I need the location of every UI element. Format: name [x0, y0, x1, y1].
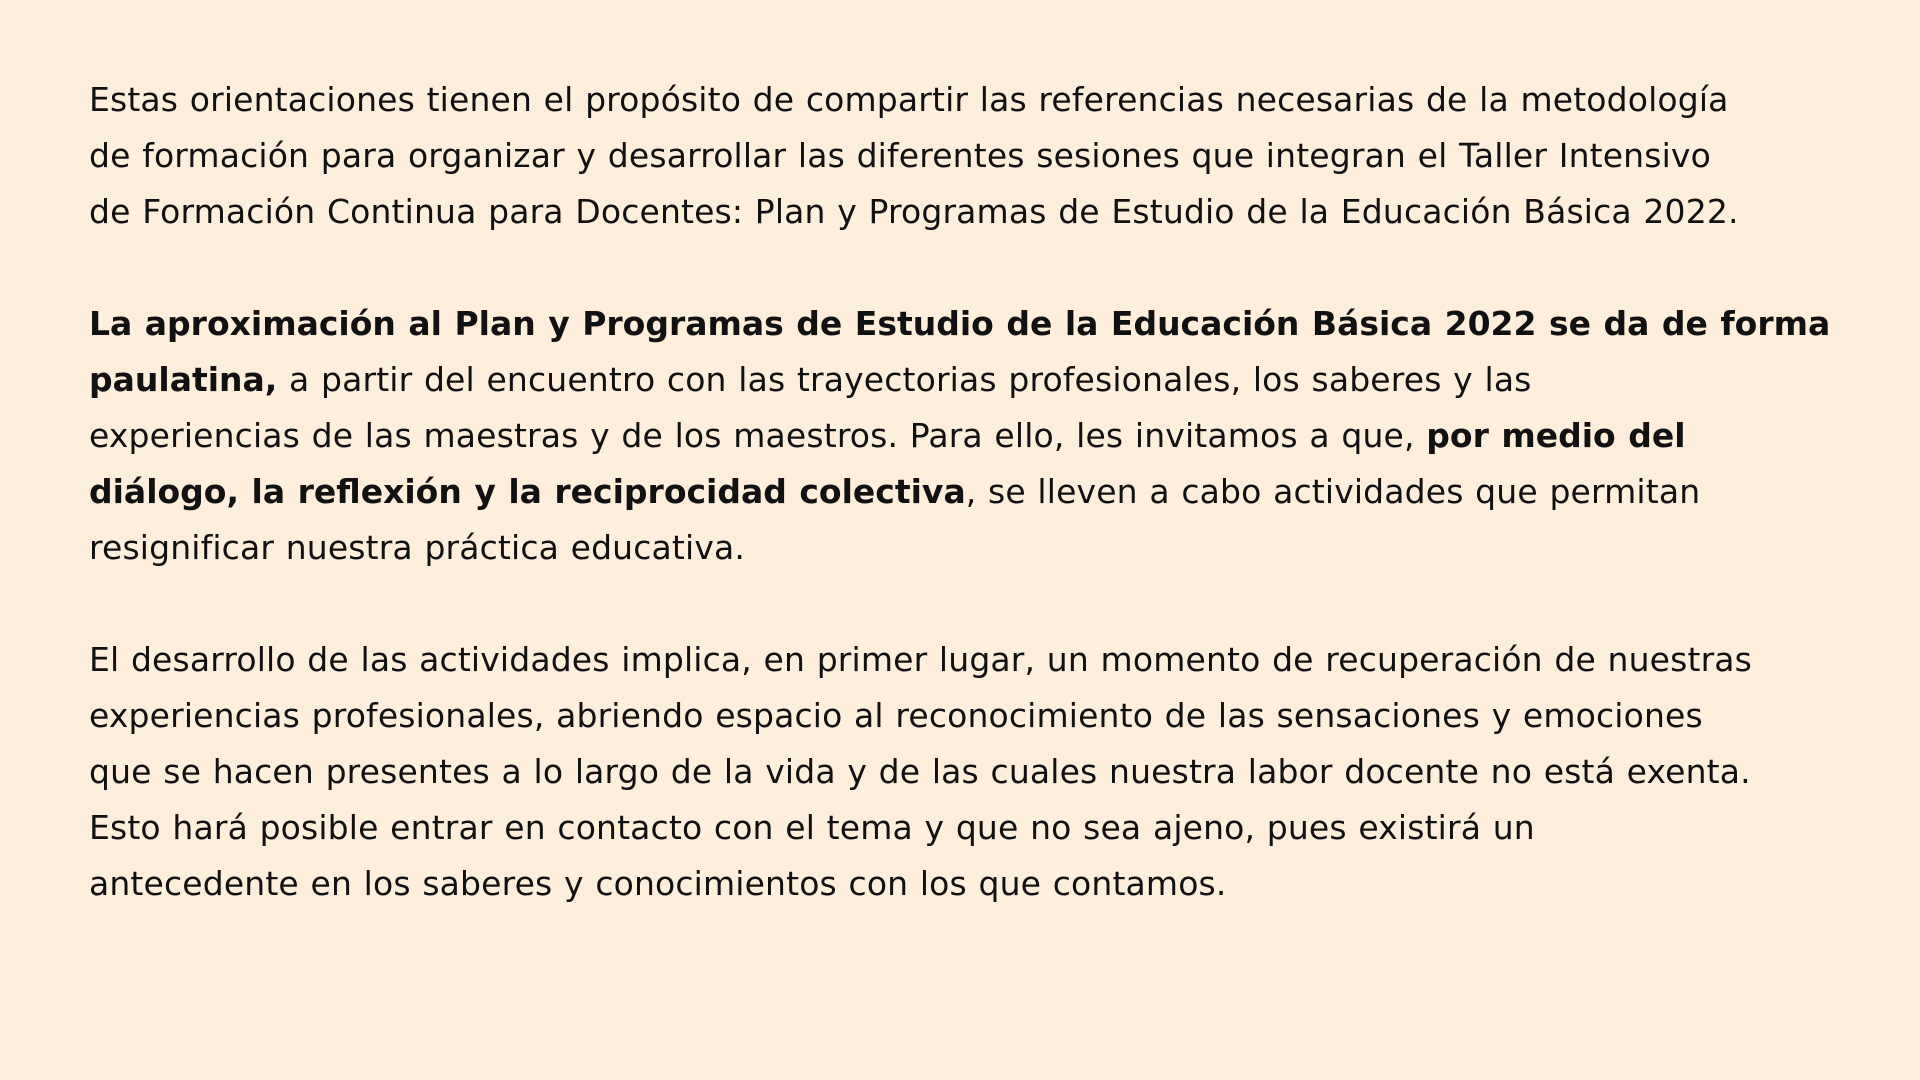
intro-line-2: de formación para organizar y desarrollar las diferentes sesiones que integran el Taller Intensivo	[89, 136, 1711, 175]
development-line-2: experiencias profesionales, abriendo espacio al reconocimiento de las sensaciones y emociones	[89, 696, 1703, 735]
approach-bold-statement: La aproximación al Plan y Programas de Estudio de la Educación Básica 2022 se da de forma	[89, 304, 1831, 343]
approach-bold-medio: por medio del	[1426, 416, 1686, 455]
development-line-4: Esto hará posible entrar en contacto con el tema y que no sea ajeno, pues existirá un	[89, 808, 1535, 847]
development-line-3: que se hacen presentes a lo largo de la vida y de las cuales nuestra labor docente no está exenta.	[89, 752, 1751, 791]
approach-text-4: , se lleven a cabo actividades que permitan	[965, 472, 1701, 511]
development-line-1: El desarrollo de las actividades implica, en primer lugar, un momento de recuperación de nuestras	[89, 640, 1753, 679]
development-paragraph	[89, 632, 1849, 912]
approach-line-5	[89, 520, 1849, 576]
approach-bold-dialogo: diálogo, la reflexión y la reciprocidad colectiva	[89, 472, 966, 511]
intro-line-3: de Formación Continua para Docentes: Plan y Programas de Estudio de la Educación Básica 2022.	[89, 192, 1739, 231]
approach-paragraph	[89, 296, 1849, 576]
development-line-5: antecedente en los saberes y conocimientos con los que contamos.	[89, 864, 1227, 903]
approach-text-2: a partir del encuentro con las trayectorias profesionales, los saberes y las	[277, 360, 1532, 399]
approach-line-4	[89, 464, 1849, 520]
approach-text-3: experiencias de las maestras y de los maestros. Para ello, les invitamos a que,	[89, 416, 1427, 455]
intro-paragraph	[89, 72, 1849, 240]
approach-line-1	[89, 296, 1849, 352]
approach-text-5: resignificar nuestra práctica educativa.	[89, 528, 746, 567]
approach-line-2	[89, 352, 1849, 408]
approach-line-3	[89, 408, 1849, 464]
approach-bold-paulatina: paulatina,	[89, 360, 278, 399]
intro-line-1: Estas orientaciones tienen el propósito de compartir las referencias necesarias de la metodología	[89, 80, 1729, 119]
